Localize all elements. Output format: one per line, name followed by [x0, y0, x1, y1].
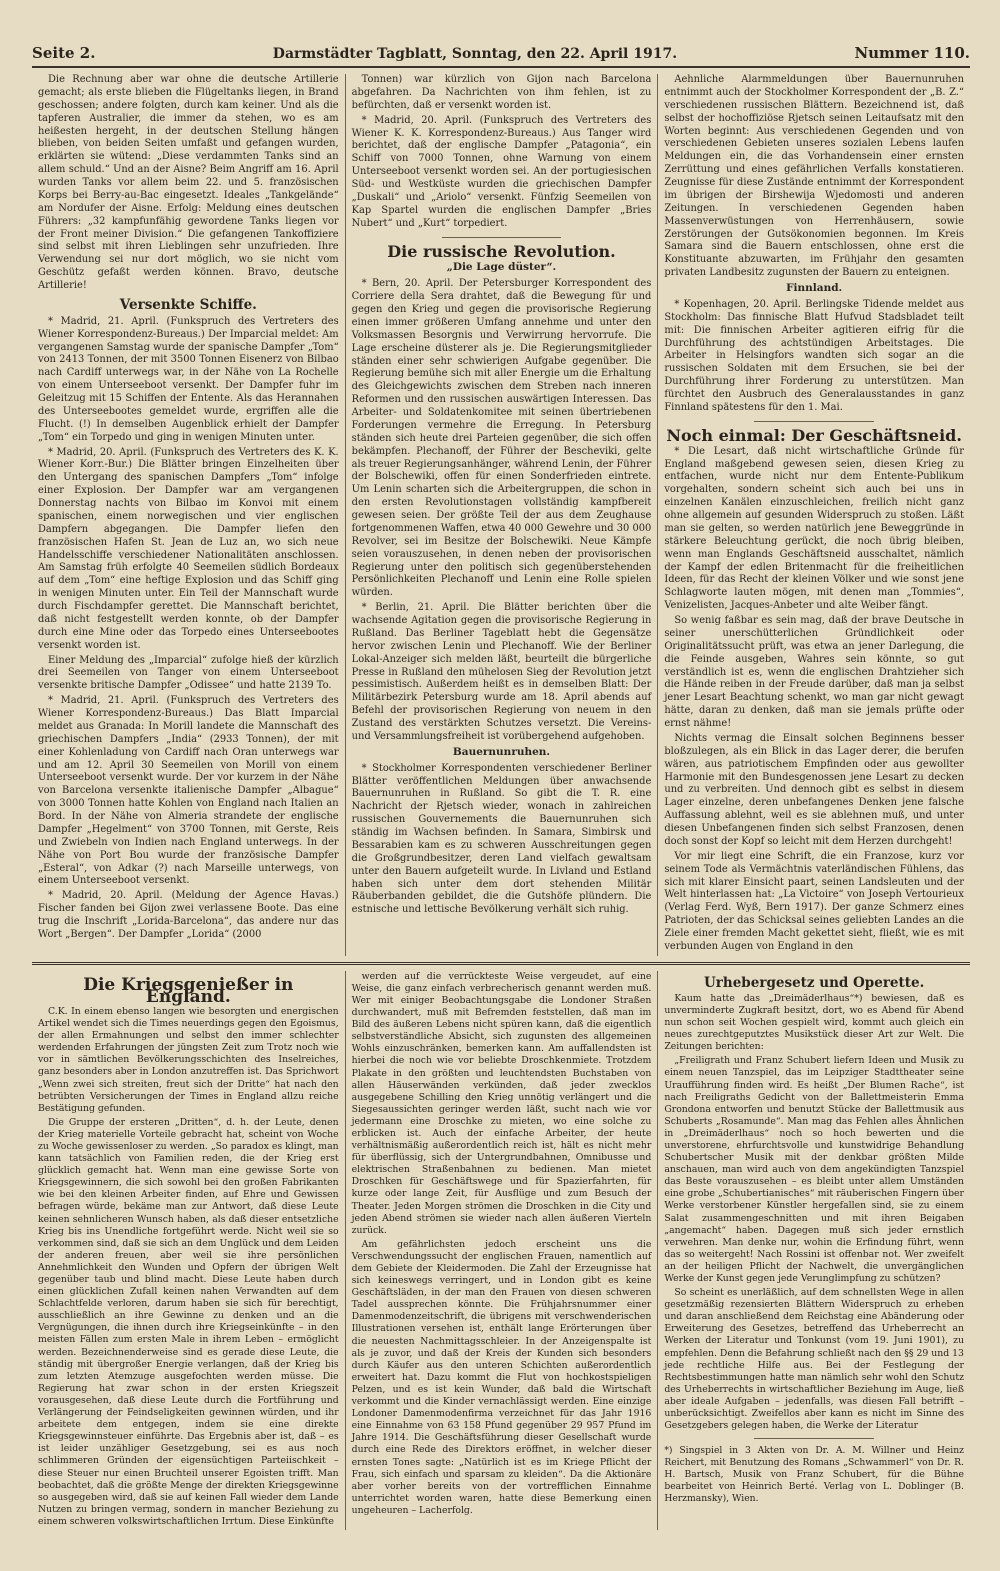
article-paragraph: * Bern, 20. April. Der Petersburger Korrespondent des Corriere della Sera drahtet, daß die Bewegung für und gegen den Krieg und gegen die provisorische Regierung einen immer größeren Umfang annehme und unter den Volksmassen Besorgnis und Verwirrung hervorrufe. Die Lage erscheine düsterer als je. Die Regierungsmitglieder ständen einer sehr schwierigen Aufgabe gegenüber. Die Regierung bemühe sich mit aller Energie um die Erhaltung des Gleichgewichts zwischen dem Streben nach inneren Reformen und den russischen auswärtigen Interessen. Das Arbeiter- und Soldatenkomitee mit seinen übertriebenen Forderungen vermehre die Erregung. In Petersburg ständen sich heute drei Parteien gegenüber, die sich offen bekämpfen. Plechanoff, der Führer der Bescheviki, gelte als treuer Regierungsanhänger, während Lenin, der Führer der Bolschewiki, offen für einen Sonderfrieden eintrete. Um Lenin scharten sich die Arbeitergruppen, die schon in den ersten Revolutionstagen vollständig kampfbereit gewesen seien. Der größte Teil der aus dem Zeughause fortgenommenen Waffen, etwa 40 000 Gewehre und 30 000 Revolver, sei im Besitze der Bolschewiki. Neue Kämpfe seien vorauszusehen, in denen neben der provisorischen Regierung unter den politisch sich gegenüberstehenden Persönlichkeiten Plechanoff und Lenin eine Rolle spielen würden. — [351, 278, 652, 599]
bottom-section — [32, 971, 970, 1530]
article-paragraph: * Kopenhagen, 20. April. Berlingske Tidende meldet aus Stockholm: Das finnische Blatt Hufvud Stadsbladet teilt mit: Die finnischen Arbeiter agitieren eifrig für die Durchführung des achtstündigen Arbeitstages. Die Arbeiter in Helsingfors wandten sich sogar an die russischen Soldaten mit dem Ersuchen, sie bei der Durchführung ihrer Forderung zu unterstützen. Man fürchtet den Ausbruch des Generalausstandes in ganz Finnland spätestens für den 1. Mai. — [664, 298, 964, 413]
column-2 — [345, 74, 658, 956]
article-paragraph: * Die Lesart, daß nicht wirtschaftliche Gründe für England maßgebend gewesen seien, diesen Krieg zu entfachen, wurde nicht nur dem Entente-Publikum vorgehalten, sondern scheint sich auch bei uns in einzelnen Kanälen einzuschleichen, freilich nicht ganz ohne allgemein auf gesunden Widerspruch zu stoßen. Läßt man sie gelten, so werden natürlich jene Beweggründe in stärkere Beleuchtung gerückt, die noch übrig bleiben, wenn man Englands Geschäftsneid ausschaltet, nämlich der Kampf der edlen Britenmacht für die freiheitlichen Ideen, für das Recht der kleinen Völker und wie sonst jene Schlagworte lauten mögen, mit denen man „Tommies“, Venizelisten, Jacques-Anbeter und alte Weiber fängt. — [664, 445, 964, 612]
issue-number: Nummer 110. — [854, 44, 970, 62]
article-paragraph: Aehnliche Alarmmeldungen über Bauernunruhen entnimmt auch der Stockholmer Korrespondent der „B. Z.“ verschiedenen russischen Blättern. Bezeichnend ist, daß selbst der hochoffiziöse Rjetsch seinen Leitaufsatz mit den Worten beginnt: Aus verschiedenen Gegenden und von verschiedenen Gebieten unseres sozialen Lebens laufen Meldungen ein, die das Vorhandensein einer ernsten Zerrüttung und eines gefährlichen Verfalls konstatieren. Zeugnisse für diese Zustände entnimmt der Korrespondent im übrigen der Birshewija Wjedomosti und anderen Zeitungen. In verschiedenen Gegenden haben Massenverwüstungen von Herrenhäusern, sowie Zerstörungen der Gutsökonomien begonnen. Im Kreis Samara sind die Bauern entschlossen, ohne erst die Konstituante abzuwarten, im Frühjahr den gesamten privaten Landbesitz zugunsten der Bauern zu enteignen. — [664, 74, 964, 279]
column-1 — [32, 74, 345, 956]
article-paragraph: So wenig faßbar es sein mag, daß der brave Deutsche in seiner unerschütterlichen Gründlichkeit oder Originalitätssucht prüft, was etwa an jener Darlegung, die die Feinde ausgeben, Wahres sein könnte, so gut verständlich ist es, wenn die englischen Drahtzieher sich die Hände reiben in der Freude darüber, daß man ja selbst jener Lesart Beachtung schenkt, wo man gar nicht gewagt hätte, daran zu denken, daß man sie jemals prüfte oder ernst nähme! — [664, 615, 964, 729]
article-paragraph: * Madrid, 20. April. (Funkspruch des Vertreters des K. K. Wiener Korr.-Bur.) Die Blätter bringen Einzelheiten über den Untergang des spanischen Dampfers „Tom“ infolge einer Explosion. Der Dampfer war am vergangenen Donnerstag nachts von Bilbao im Konvoi mit einem spanischen, einem norwegischen und vier englischen Dampfern abgegangen. Die Dampfer liefen den französischen Hafen St. Jean de Luz an, wo sich neue Handelsschiffe verschiedener Nationalitäten anschlossen. Am Samstag früh erfolgte 40 Seemeilen südlich Bordeaux auf dem „Tom“ eine heftige Explosion und das Schiff ging in wenigen Minuten unter. Ein Teil der Mannschaft wurde durch Fischdampfer gerettet. Die Mannschaft berichtet, daß nicht festgestellt werden konnte, ob der Dampfer durch eine Mine oder das Torpedo eines Unterseebootes versenkt worden ist. — [38, 446, 339, 651]
article-paragraph: Kaum hatte das „Dreimäderlhaus“*) bewiesen, daß es unverminderte Zugkraft besitzt, dort, wo es Abend für Abend nun schon seit Wochen gespielt wird, kommt auch gleich ein neues zurechtgeputztes Musikstück dieser Art zur Welt. Die Zeitungen berichten: — [664, 992, 964, 1053]
headline-russische-revolution: Die russische Revolution. — [387, 241, 616, 261]
subheading-bauernunruhen: Bauernunruhen. — [452, 745, 551, 758]
bottom-column-1 — [32, 971, 345, 1530]
article-paragraph: * Madrid, 21. April. (Funkspruch des Vertreters des Wiener Korrespondenz-Bureaus.) Der Imparcial meldet: Am vergangenen Samstag wurde der spanische Dampfer „Tom“ von 2413 Tonnen, der mit 3500 Tonnen Eisenerz von Bilbao nach Cardiff unterwegs war, in der Nähe von La Rochelle von einem Unterseeboot versenkt. Der Dampfer fuhr im Geleitzug mit 15 Schiffen der Entente. Als das Herannahen des Unterseebootes gemeldet wurde, ergriffen alle die Flucht. (!) In demselben Augenblick erhielt der Dampfer „Tom“ ein Torpedo und ging in wenigen Minuten unter. — [38, 315, 339, 443]
column-3 — [657, 74, 970, 956]
article-paragraph: „Freiligrath und Franz Schubert liefern Ideen und Musik zu einem neuen Tanzspiel, das im Leipziger Stadttheater seine Uraufführung finden wird. Es heißt „Der Blumen Rache“, ist nach Freiligraths Gedicht von der Ballettmeisterin Emma Grondona entworfen und benutzt Stücke der Ballettmusik aus Schuberts „Rosamunde“. Man mag das Fehlen alles Ähnlichen in „Dreimäderlhaus“ noch so hoch bewerten und die unverstorene, ehrfurchtsvolle und kunstwidrige Behandlung Schubertscher Musik mit der denkbar größten Milde anschauen, man wird auch von dem angekündigten Tanzspiel das Beste vorauszusehen – es bleibt unter allem Umständen eine grobe „Schubertianisches“ mit räuberischen Fingern über Werke verstorbener Künstler hergefallen sind, sie zu einem Salat zusammengeschnitten und mit ihren Beigaben „angemacht“ haben. Dagegen muß sich jeder ernstlich verwehren. Man denke nur, wohin die Erfindung führt, wenn das so weitergeht! Nach Rossini ist offenbar not. Wer zweifelt an der heiligen Pflicht der Nachwelt, die unvergänglichen Werke der Kunst gegen jede Verunglimpfung zu schützen? — [664, 1055, 964, 1284]
article-paragraph: C.K. In einem ebenso langen wie besorgten und energischen Artikel wendet sich die Times neuerdings gegen den Egoismus, der allen Ermahnungen und selbst den immer schlechter werdenden Erfahrungen der jüngsten Zeit zum Trotz noch wie vor in sämtlichen Bevölkerungsschichten des Inselreiches, ganz besonders aber in London anzutreffen ist. Das Sprichwort „Wenn zwei sich streiten, freut sich der Dritte“ hat nach den betrübten Versicherungen der Times in England allzu reiche Bestätigung gefunden. — [38, 1005, 339, 1114]
article-paragraph: Tonnen) war kürzlich von Gijon nach Barcelona abgefahren. Da Nachrichten von ihm fehlen, ist zu befürchten, daß er versenkt worden ist. — [351, 74, 652, 111]
article-paragraph: werden auf die verrückteste Weise vergeudet, auf eine Weise, die ganz einfach verbrecherisch genannt werden muß. Wer mit einiger Beobachtungsgabe die Londoner Straßen durchwandert, muß mit Befremden feststellen, daß man im Bild des äußeren Lebens nicht spüren kann, daß die eigentlich selbstverständliche Absicht, sich zugunsten des allgemeinen Wohls einzuschränken, bemerken kann. Am auffallendsten ist hierbei die noch wie vor beliebte Droschkenmiete. Trotzdem Plakate in den größten und leuchtendsten Buchstaben von allen Häuserwänden verkünden, daß jeder zwecklos ausgegebene Schilling den Krieg unnötig verlängert und die Siegesaussichten geringer werden läßt, sucht nach wie vor jedermann eine Droschke zu mieten, wo eine solche zu erblicken ist. Auch der einfache Arbeiter, der heute verhältnismäßig außerordentlich reich ist, hält es nicht mehr für überflüssig, sich der Untergrundbahnen, Omnibusse und elektrischen Straßenbahnen zu bedienen. Man mietet Droschken für Geschäftswege und für Spazierfahrten, für kurze oder lange Zeit, für Ausflüge und zum Besuch der Theater. Jeden Morgen strömen die Droschken in die City und jeden Abend strömen sie wieder nach allen äußeren Vierteln zurück. — [351, 970, 652, 1236]
article-paragraph: Am gefährlichsten jedoch erscheint uns die Verschwendungssucht der englischen Frauen, namentlich auf dem Gebiete der Kleidermoden. Die Zahl der Erzeugnisse hat sich keineswegs verringert, und in London gibt es keine Geschäftsläden, in der man den Frauen von diesen schweren Tadel aussprechen könnte. Die Frühjahrsnummer einer Damenmodenzeitschrift, die übrigens mit verschwenderischen Illustrationen versehen ist, enthält lange Erörterungen über die neuesten Nachmittagsschleier. In der Anzeigenspalte ist als je zuvor, und daß der Kreis der Kunden sich besonders durch Käufer aus den unteren Schichten außerordentlich erweitert hat. Dazu kommt die Flut von hochkostspieligen Pelzen, und es ist kein Wunder, daß bald die Wirtschaft verkommt und die Kinder vernachlässigt werden. Eine einzige Londoner Damenmodenfirma verzeichnet für das Jahr 1916 eine Einnahme von 63 158 Pfund gegenüber 29 957 Pfund im Jahre 1914. Die Geschäftsführung dieser Gesellschaft wurde durch eine Rede des Direktors eröffnet, in welcher dieser ernsten Tones sagte: „Natürlich ist es im Kriege Pflicht der Frau, sich einfach und sparsam zu kleiden“. Da die Aktionäre aber vorher bereits von der vortrefflichen Einnahme unterrichtet worden waren, hatte diese Bemerkung einen ungeheuren – Lacherfolg. — [351, 1238, 652, 1516]
subheading-finnland: Finnland. — [786, 282, 843, 294]
headline-kriegsgeniesser: Die Kriegsgenießer in England. — [83, 974, 294, 1007]
separator — [754, 421, 874, 422]
separator — [442, 237, 562, 238]
article-paragraph: Vor mir liegt eine Schrift, die ein Franzose, kurz vor seinem Tode als Vermächtnis vaterländischen Fühlens, das sich mit klarer Einsicht paart, seinen Landsleuten und der Welt hinterlassen hat: „La Victoire“ von Joseph Vertourieux (Verlag Ferd. Wyß, Bern 1917). Der ganze Schmerz eines Patrioten, der das Schicksal seines geliebten Landes an die Ziele einer fremden Macht gekettet sieht, fließt, wie es mit verbunden Augen von England in den — [664, 850, 964, 952]
separator — [754, 1438, 874, 1439]
article-paragraph: So scheint es unerläßlich, auf dem schnellsten Wege in allen gesetzmäßig rezensierten Blättern Widerspruch zu erheben und daran anschließend dem Reichstag eine Abänderung oder Erweiterung des Gesetzes, betreffend das Urheberrecht an Werken der Literatur und Tonkunst (vom 19. Juni 1901), zu empfehlen. Denn die Befahrung schließt nach den §§ 29 und 13 jede rechtliche Hilfe aus. Bei der Festlegung der Rechtsbestimmungen hatte man nämlich sehr wohl den Schutz des Urheberrechts in wirtschaftlicher Beziehung im Auge, ließ aber ideale Aufgaben – jedenfalls, was diesen Fall betrifft – unberücksichtigt. Zweifellos aber kann es nicht im Sinne des Gesetzgebers gelegen haben, die Werke der Literatur — [664, 1287, 964, 1432]
masthead — [32, 44, 970, 68]
article-paragraph: * Madrid, 20. April. (Funkspruch des Vertreters des Wiener K. K. Korrespondenz-Bureaus.) Aus Tanger wird berichtet, daß der englische Dampfer „Patagonia“, ein Schiff von 7000 Tonnen, ohne Warnung von einem Unterseeboot versenkt worden sei. An der portugiesischen Süd- und Westküste wurden die griechischen Dampfer „Duskali“ und „Ariolo“ versenkt. Fünfzig Seemeilen von Kap Spartel wurden die englischen Dampfer „Bries Nubert“ und „Kurt“ torpediert. — [351, 114, 652, 229]
article-paragraph: Nichts vermag die Einsalt solchen Beginnens besser bloßzulegen, als ein Blick in das Lager derer, die berufen wären, aus patriotischem Empfinden oder aus gewollter Harmonie mit den Bundesgenossen jene Lesart zu decken und zu verbreiten. Und dennoch gibt es selbst in diesem Lager einzelne, deren unbefangenes Denken jene falsche Auffassung ablehnt, weil es sie ablehnen muß, und unter diesen Unbefangenen finden sich selbst Franzosen, denen doch sonst der Kopf so leicht mit dem Herzen durchgeht! — [664, 732, 964, 847]
feuilleton-divider — [32, 962, 970, 965]
footnote: *) Singspiel in 3 Akten von Dr. A. M. Willner und Heinz Reichert, mit Benutzung des Romans „Schwammerl“ von Dr. R. H. Bartsch, Musik von Franz Schubert, für die Bühne bearbeitet von Heinrich Berté. Verlag von L. Doblinger (B. Herzmansky), Wien. — [664, 1445, 964, 1505]
article-paragraph: Die Gruppe der ersteren „Dritten“, d. h. der Leute, denen der Krieg materielle Vorteile gebracht hat, scheint von Woche zu Woche gewissenloser zu werden. „So paradox es klingt, man kann tatsächlich von Familien reden, die der Krieg erst glücklich gemacht hat. Wenn man eine gewisse Sorte von Kriegsgewinnern, die sich sowohl bei den großen Fabrikanten wie bei den kleinen Arbeiter finden, auf Ehre und Gewissen befragen würde, bekäme man zur Antwort, daß diese Leute keinen sehnlicheren Wunsch haben, als daß dieser entsetzliche Krieg bis ins Unendliche fortgeführt werde. Nicht weil sie so verkommen sind, daß sie sich an dem Unglück und dem Leiden der anderen freuen, aber weil sie ihre persönlichen Annehmlichkeit den Wunden und Opfern der übrigen Welt gegenüber taub und blind macht. Diese Leute haben durch einen glücklichen Zufall keinen nahen Verwandten auf dem Schlachtfelde verloren, darum haben sie sich für berechtigt, ausschließlich an ihre Gewinne zu denken und an die Vergnügungen, die ihnen durch ihre Kriegseinkünfte – in den meisten Fällen zum ersten Male in ihrem Leben – ermöglicht werden. Bezeichnenderweise sind es gerade diese Leute, die ständig mit übergroßer Energie verlangen, daß der Krieg bis zum letzten Atemzuge ausgefochten werden müsse. Die Regierung hat zwar schon in der ersten Kriegszeit vorausgesehen, daß diese Leute durch die Fortführung und Verlängerung der Feindseligkeiten gewinnen würden, und ihr arbeitete dem entgegen, indem sie eine direkte Kriegsgewinnsteuer einführte. Das Ergebnis aber ist, daß – es ist leider unzähliger Gesetzgebung, sei es aus noch schlimmeren Gründen der eigensüchtigen Parteiischkeit – diese Steuer nur einen Bruchteil unserer Egoisten trifft. Man beobachtet, daß die größte Menge der direkten Kriegsgewinne so ausgegeben wird, daß sie auf keinen Fall wieder dem Lande Nutzen zu bringen vermag, sondern in mancher Beziehung zu einem schweren volkswirtschaftlichen Irrtum. Diese Einkünfte — [38, 1116, 339, 1527]
bottom-column-3 — [657, 971, 970, 1530]
headline-urhebergesetz: Urhebergesetz und Operette. — [704, 974, 925, 991]
newspaper-title: Darmstädter Tagblatt, Sonntag, den 22. April 1917. — [272, 46, 678, 62]
article-paragraph: * Berlin, 21. April. Die Blätter berichten über die wachsende Agitation gegen die provisorische Regierung in Rußland. Das Berliner Tageblatt hebt die Gegensätze hervor zwischen Lenin und Plechanoff. Wie der Berliner Lokal-Anzeiger sich melden läßt, beurteilt die bürgerliche Presse in Rußland den mühelosen Sieg der Revolution jetzt pessimistisch. Außerdem heißt es in demselben Blatt: Der Militärbezirk Petersburg wurde am 18. April abends auf Befehl der provisorischen Regierung von neuem in den Zustand des verstärkten Schutzes versetzt. Die Vereins- und Versammlungsfreiheit ist vorübergehend aufgehoben. — [351, 602, 652, 742]
headline-versenkte-schiffe: Versenkte Schiffe. — [119, 296, 257, 313]
article-paragraph: Einer Meldung des „Imparcial“ zufolge hieß der kürzlich drei Seemeilen von Tanger von einem Unterseeboot versenkte britische Dampfer „Odissee“ und hatte 2139 To. — [38, 654, 339, 692]
bottom-column-2 — [345, 971, 658, 1530]
article-paragraph: * Madrid, 20. April. (Meldung der Agence Havas.) Fischer fanden bei Gijon zwei verlassene Boote. Das eine trug die Inschrift „Lorida-Barcelona“, das andere nur das Wort „Bergen“. Der Dampfer „Lorida“ (2000 — [38, 890, 339, 940]
article-paragraph: * Stockholmer Korrespondenten verschiedener Berliner Blätter veröffentlichen Meldungen über anwachsende Bauernunruhen in Rußland. So gibt die T. R. eine Nachricht der Rjetsch wieder, wonach in zahlreichen russischen Gouvernements die Bauernunruhen sich ständig im Wachsen befinden. In Samara, Simbirsk und Bessarabien kam es zu schweren Ausschreitungen gegen die Großgrundbesitzer, deren Land vielfach gewaltsam unter den Bauern aufgeteilt wurde. In Livland und Estland haben sich unter dem dort stehenden Militär Räuberbanden gebildet, die die Gutshöfe plündern. Die estnische und lettische Bevölkerung verhält sich ruhig. — [351, 762, 652, 916]
article-paragraph: * Madrid, 21. April. (Funkspruch des Vertreters des Wiener Korrespondenz-Bureaus.) Das Blatt Imparcial meldet aus Granada: In Morill landete die Mannschaft des griechischen Dampfers „India“ (2933 Tonnen), der mit einer Kohlenladung von Cardiff nach Oran unterwegs war und am 12. April 30 Seemeilen von Morill von einem Unterseeboot versenkt wurde. Der vor kurzem in der Nähe von Barcelona versenkte italienische Dampfer „Albague“ von 3000 Tonnen hatte Kohlen von England nach Italien an Bord. In der Nähe von Almeria strandete der englische Dampfer „Hegelment“ von 3700 Tonnen, mit Gerste, Reis und Zwiebeln von Indien nach England unterwegs. In der Nähe von Port Bou wurde der französische Dampfer „Esteral“, von Adkar (?) nach Marseille unterwegs, von einem Unterseeboot versenkt. — [38, 695, 339, 887]
headline-geschaeftsneid: Noch einmal: Der Geschäftsneid. — [666, 425, 962, 445]
article-paragraph: Die Rechnung aber war ohne die deutsche Artillerie gemacht; als erste blieben die Flügeltanks liegen, in Brand geschossen; andere folgten, durch kam keiner. Und als die tapferen Australier, die immer da stehen, wo es am heißesten hergeht, in der deutschen Stellung hängen blieben, von beiden Seiten umfaßt und gefangen wurden, erklärten sie wütend: „Diese verdammten Tanks sind an allem schuld.“ Und an der Aisne? Beim Angriff am 16. April wurden Tanks vor allem beim 22. und 5. französischen Korps bei Berry-au-Bac eingesetzt. Ideales „Tankgelände“ am Nordufer der Aisne. Erfolg: Meldung eines deutschen Führers: „32 kampfunfähig gewordene Tanks liegen vor der Front meiner Division.“ Die gefangenen Tankoffiziere sind selbst mit ihren Lieblingen sehr unzufrieden. Ihre Verwendung sei nur dort möglich, wo sie nicht vom Geschütz gefaßt werden können. Bravo, deutsche Artillerie! — [38, 74, 339, 291]
subheading-lage-duester: „Die Lage düster“. — [446, 261, 557, 274]
page-number: Seite 2. — [32, 44, 96, 62]
top-section — [32, 74, 970, 956]
